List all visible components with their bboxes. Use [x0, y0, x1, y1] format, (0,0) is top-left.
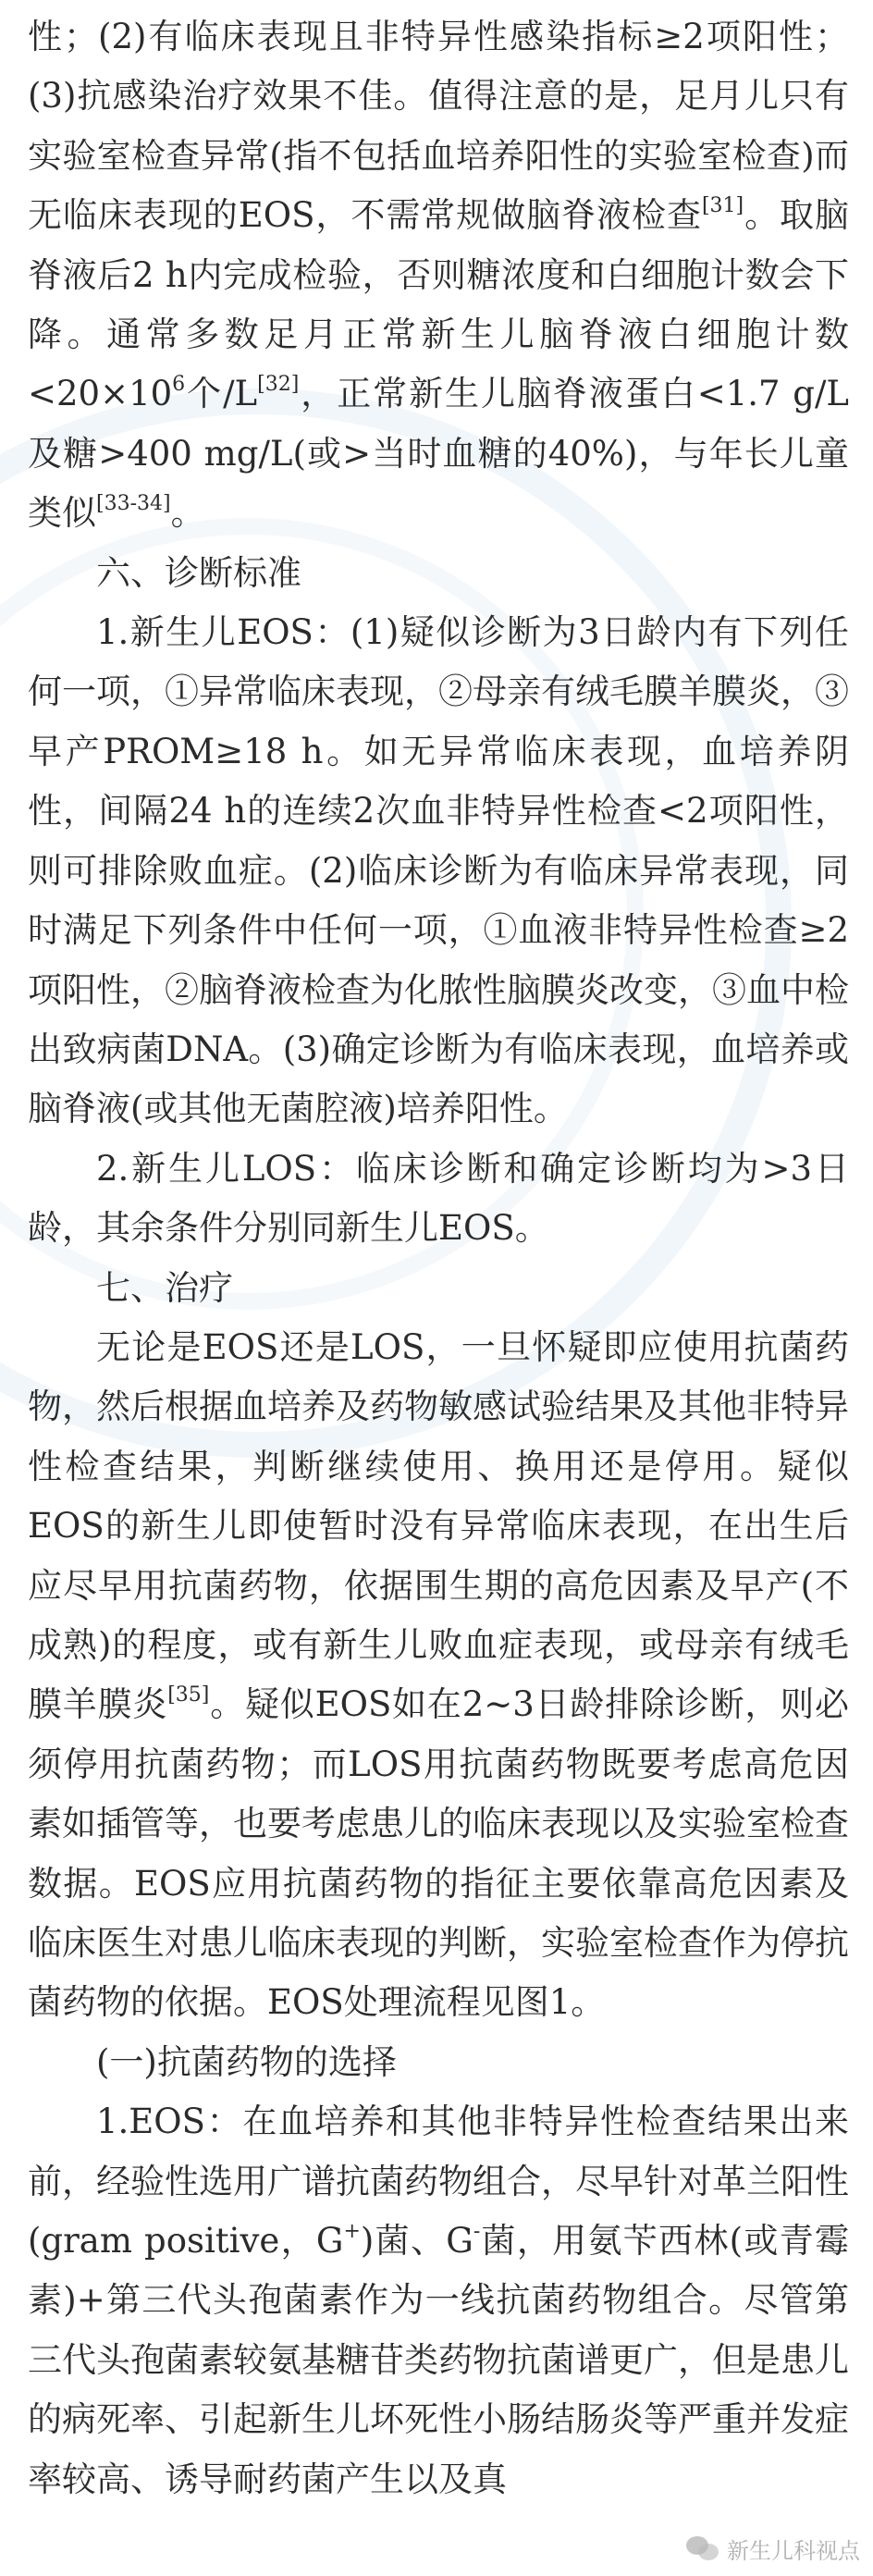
paragraph-treatment: 无论是EOS还是LOS，一旦怀疑即应使用抗菌药物，然后根据血培养及药物敏感试验结果及其他非特异性检查结果，判断继续使用、换用还是停用。疑似EOS的新生儿即使暂时没有异常临床表现，在出生后应尽早用抗菌药物，依据围生期的高危因素及早产(不成熟)的程度，或有新生儿败血症表现，或母亲有绒毛膜羊膜炎[35]。疑似EOS如在2~3日龄排除诊断，则必须停用抗菌药物；而LOS用抗菌药物既要考虑高危因素如插管等，也要考虑患儿的临床表现以及实验室检查数据。EOS应用抗菌药物的指征主要依靠高危因素及临床医生对患儿临床表现的判断，实验室检查作为停抗菌药物的依据。EOS处理流程见图1。 — [28, 1326, 850, 2023]
paragraph-eos-diagnosis: 1.新生儿EOS：(1)疑似诊断为3日龄内有下列任何一项，①异常临床表现，②母亲有绒毛膜羊膜炎，③早产PROM≥18 h。如无异常临床表现，血培养阴性，间隔24 h的连续2次血非特异性检查<2项阳性，则可排除败血症。(2)临床诊断为有临床异常表现，同时满足下列条件中任何一项，①血液非特异性检查≥2项阳性，②脑脊液检查为化脓性脑膜炎改变，③血中检出致病菌DNA。(3)确定诊断为有临床表现，血培养或脑脊液(或其他无菌腔液)培养阳性。 — [28, 612, 849, 1129]
article-body — [28, 7, 849, 2509]
section-heading-treatment: 七、治疗 — [96, 1267, 233, 1308]
superscript-exponent: 6 — [172, 373, 186, 397]
paragraph-csf-exam: 性；(2)有临床表现且非特异性感染指标≥2项阳性；(3)抗感染治疗效果不佳。值得注意的是，足月儿只有实验室检查异常(指不包括血培养阳性的实验室检查)而无临床表现的EOS，不需常规做脑脊液检查[31]。取脑脊液后2 h内完成检验，否则糖浓度和白细胞计数会下降。通常多数足月正常新生儿脑脊液白细胞计数$<20\times 10^6$个/L[32]，正常新生儿脑脊液蛋白<1.7 g/L及糖>400 mg/L(或>当时血糖的40%)，与年长儿童类似[33-34]。 — [28, 17, 849, 534]
section-heading-diagnosis: 六、诊断标准 — [96, 552, 301, 593]
watermark-label: 新生儿科视点 — [727, 2538, 860, 2564]
subsection-heading-antibiotic-choice: (一)抗菌药物的选择 — [96, 2041, 397, 2082]
paragraph-eos-antibiotics: 1.EOS：在血培养和其他非特异性检查结果出来前，经验性选用广谱抗菌药物组合，尽早针对革兰阳性(gram positive，G+)菌、G-菌，用氨苄西林(或青霉素)+第三代头孢菌素作为一线抗菌药物组合。尽管第三代头孢菌素较氨基糖苷类药物抗菌谱更广，但是患儿的病死率、引起新生儿坏死性小肠结肠炎等严重并发症率较高、诱导耐药菌产生以及真 — [28, 2101, 850, 2499]
superscript-plus: + — [343, 2220, 361, 2244]
citation-ref: [33-34] — [96, 492, 171, 516]
superscript-minus: - — [473, 2220, 481, 2244]
wechat-icon — [686, 2536, 719, 2562]
citation-ref: [32] — [257, 373, 300, 397]
paragraph-los-diagnosis: 2.新生儿LOS：临床诊断和确定诊断均为>3日龄，其余条件分别同新生儿EOS。 — [28, 1148, 849, 1249]
citation-ref: [31] — [701, 194, 744, 218]
wechat-watermark — [686, 2533, 860, 2565]
citation-ref: [35] — [167, 1683, 210, 1707]
